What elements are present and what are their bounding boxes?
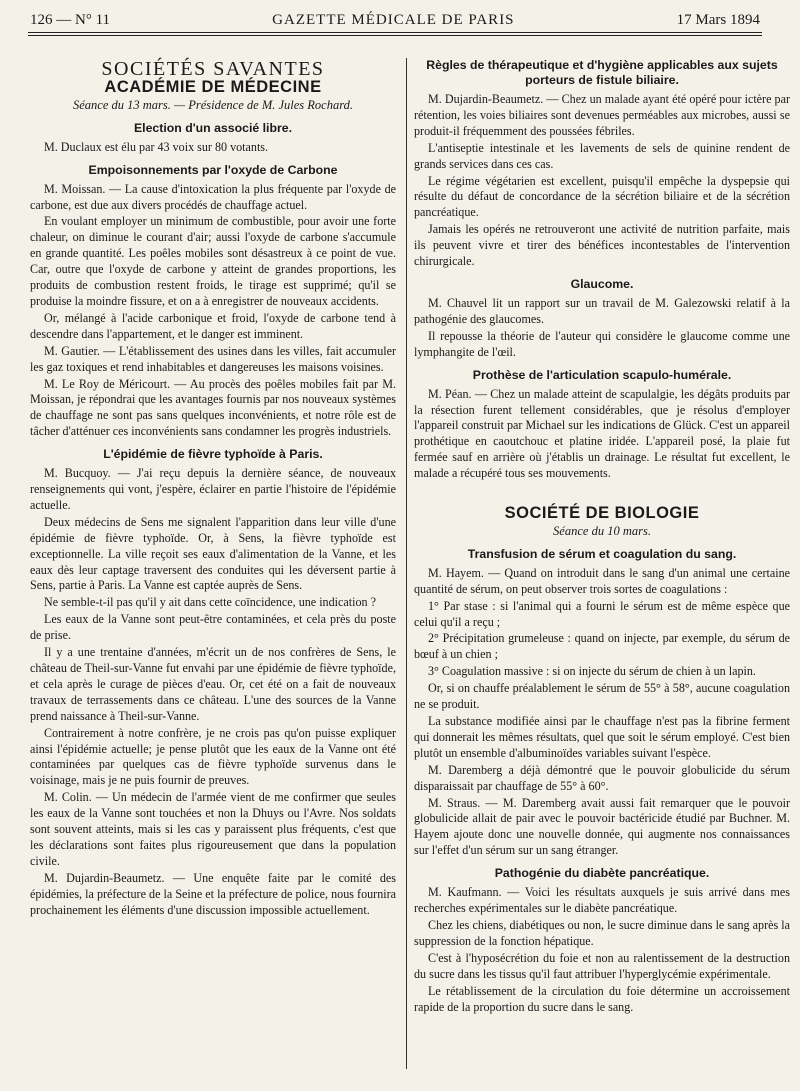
paragraph: 1° Par stase : si l'animal qui a fourni le sérum est de même espèce que celui qu'il a reçu ;: [414, 598, 790, 629]
paragraph: M. Duclaux est élu par 43 voix sur 80 votants.: [44, 139, 269, 154]
subheading: Empoisonnements par l'oxyde de Carbone: [88, 162, 338, 177]
header-rule: [28, 32, 762, 36]
paragraph: Il y a une trentaine d'années, m'écrit un de nos confrères de Sens, le château de Theil-sur-Vanne fut envahi par une épidémie de fièvre typhoïde, et cela après le curage de pièces d'eau. Or, cet été on a fait de nouveaux travaux de terrassements dans ce château. L'une des sources de la Vanne prend naissance à Theil-sur-Vanne.: [30, 645, 396, 723]
paragraph: Jamais les opérés ne retrouveront une activité de nutrition parfaite, mais ils peuvent vivre et tirer des bénéfices incontestables de l'intervention chirurgicale.: [414, 222, 790, 269]
paragraph: M. Péan. — Chez un malade atteint de scapulalgie, les dégâts produits par la résection furent tellement considérables, que je résolus d'employer l'appareil construit par Michael sur les indications de Glück. C'est un appareil prothétique en caoutchouc et platine iridée. L'appareil posé, la plaie fut fermée sauf en arrière où j'établis un drainage. Le résultat fut excellent, le malade a récupéré tous ses mouvements.: [414, 386, 790, 481]
paragraph: 2° Précipitation grumeleuse : quand on injecte, par exemple, du sérum de bœuf à un chien ;: [414, 631, 790, 662]
paragraph: Or, mélangé à l'acide carbonique et froid, l'oxyde de carbone tend à descendre dans l'appartement, et le danger est imminent.: [30, 310, 396, 341]
paragraph: Le régime végétarien est excellent, puisqu'il empêche la dyspepsie qui résulte du défaut de concordance de la sécrétion biliaire et de la sécrétion pancréatique.: [414, 173, 790, 220]
paragraph: M. Moissan. — La cause d'intoxication la plus fréquente par l'oxyde de carbone, est due aux divers procédés de chauffage actuel.: [30, 181, 396, 212]
subheading: Transfusion de sérum et coagulation du sang.: [467, 546, 737, 561]
subheading: Pathogénie du diabète pancréatique.: [494, 866, 710, 881]
paragraph: Or, si on chauffe préalablement le sérum de 55° à 58°, aucune coagulation ne se produit.: [414, 681, 790, 712]
journal-title: GAZETTE MÉDICALE DE PARIS: [272, 11, 515, 28]
subheading: Election d'un associé libre.: [133, 120, 293, 135]
subheading: Glaucome.: [570, 276, 634, 291]
paragraph: C'est à l'hyposécrétion du foie et non au ralentissement de la destruction du sucre dans les tissus qu'il faut attribuer l'hyperglycémie expérimentale.: [414, 950, 790, 981]
page-number: 126 — N° 11: [30, 11, 111, 28]
paragraph: M. Bucquoy. — J'ai reçu depuis la dernière séance, de nouveaux renseignements qui vont, j'espère, éclairer en partie l'histoire de l'épidémie actuelle.: [30, 466, 396, 512]
running-head: [30, 8, 760, 32]
paragraph: M. Kaufmann. — Voici les résultats auxquels je suis arrivé dans mes recherches expérimentales sur le diabète pancréatique.: [414, 885, 790, 916]
paragraph: Ne semble-t-il pas qu'il y ait dans cette coïncidence, une indication ?: [44, 595, 376, 610]
paragraph: Les eaux de la Vanne sont peut-être contaminées, et cela près du poste de prise.: [30, 612, 396, 643]
paragraph: La substance modifiée ainsi par le chauffage n'est pas la fibrine ferment qui donnerait les mêmes résultats, quel que soit le sérum employé. C'est bien plutôt un ensemble d'albuminoïdes variables suivant l'espèce.: [414, 714, 790, 760]
paragraph: M. Colin. — Un médecin de l'armée vient de me confirmer que seules les eaux de la Vanne sont touchées et non la Dhuys ou l'Avre. Nos soldats sont souvent atteints, mais si les cas y paraissent plus fréquents, c'est que les déclarations sont faites plus rigoureusement que dans la population civile.: [30, 790, 396, 868]
paragraph: M. Daremberg a déjà démontré que le pouvoir globulicide du sérum disparaissait par chauffage de 55° à 60°.: [414, 762, 790, 793]
society-title: SOCIÉTÉ DE BIOLOGIE: [504, 504, 700, 523]
paragraph: M. Le Roy de Méricourt. — Au procès des poêles mobiles fait par M. Moissan, je répondrai que les avantages fournis par nos nouveaux systèmes de chauffage ne sont pas sans quelques inconvénients, et notre rôle est de tâcher d'atténuer ces inconvénients sans condamner les progrès industriels.: [30, 376, 396, 439]
right-column: [414, 58, 790, 1071]
section-title: SOCIÉTÉS SAVANTES: [101, 58, 325, 80]
paragraph: Il repousse la théorie de l'auteur qui considère le glaucome comme une lymphangite de l'œil.: [414, 328, 790, 359]
subheading: Règles de thérapeutique et d'hygiène applicables aux sujets porteurs de fistule biliaire.: [426, 58, 778, 87]
paragraph: En voulant employer un minimum de combustible, pour avoir une forte chaleur, on diminue le courant d'air; aussi l'oxyde de carbone s'accumule en grande quantité. Les poêles mobiles sont désastreux à ce point de vue. Car, outre que l'oxyde de carbone y atteint de grandes proportions, les produits de combustion restent froids, le tirage est supprimé; qu'il se produise la moindre fissure, et on a à enregistrer de nouveaux accidents.: [30, 214, 396, 308]
seance-line: Séance du 13 mars. — Présidence de M. Jules Rochard.: [72, 97, 354, 112]
academy-title: ACADÉMIE DE MÉDECINE: [104, 77, 322, 96]
subheading: L'épidémie de fièvre typhoïde à Paris.: [103, 447, 323, 462]
paragraph: L'antiseptie intestinale et les lavements de sels de quinine rendent de grands services dans ces cas.: [414, 140, 790, 171]
paragraph: M. Hayem. — Quand on introduit dans le sang d'un animal une certaine quantité de sérum, on peut observer trois sortes de coagulations :: [414, 565, 790, 596]
paragraph: 3° Coagulation massive : si on injecte du sérum de chien à un lapin.: [428, 664, 756, 679]
column-divider: [406, 58, 407, 1069]
paragraph: M. Gautier. — L'établissement des usines dans les villes, fait accumuler les gaz toxiques et rend inhabitables et dangereuses les maisons voisines.: [30, 343, 396, 374]
paragraph: M. Straus. — M. Daremberg avait aussi fait remarquer que le pouvoir globulicide allait de pair avec le pouvoir bactéricide étudié par Buchner. M. Hayem ajoute donc une nouvelle donnée, qui augmente nos connaissances sur l'effet d'un sérum sur un sang étranger.: [414, 795, 790, 858]
paragraph: Contrairement à notre confrère, je ne crois pas qu'on puisse expliquer ainsi l'épidémie actuelle; je pense plutôt que les eaux de la Vanne ont été contaminées par quelques cas de fièvre typhoïde survenus dans le voisinage, mais je ne puis fournir de preuves.: [30, 725, 396, 788]
paragraph: Le rétablissement de la circulation du foie détermine un accroissement rapide de la proportion du sucre dans le sang.: [414, 983, 790, 1014]
left-column: [30, 56, 396, 1071]
seance-line: Séance du 10 mars.: [553, 523, 651, 538]
paragraph: M. Dujardin-Beaumetz. — Une enquête faite par le comité des épidémies, la préfecture de la Seine et la préfecture de police, nous fournira prochainement les éléments d'une discussion impossible actuellement.: [30, 870, 396, 917]
paragraph: M. Dujardin-Beaumetz. — Chez un malade ayant été opéré pour ictère par rétention, les voies biliaires sont devenues perméables aux microbes, aussi se produit-il fréquemment des poussées fébriles.: [414, 92, 790, 138]
issue-date: 17 Mars 1894: [676, 11, 760, 28]
subheading: Prothèse de l'articulation scapulo-humérale.: [472, 367, 732, 382]
paragraph: M. Chauvel lit un rapport sur un travail de M. Galezowski relatif à la pathogénie des glaucomes.: [414, 295, 790, 326]
paragraph: Chez les chiens, diabétiques ou non, le sucre diminue dans le sang après la suppression de la fonction hépatique.: [414, 917, 790, 948]
paragraph: Deux médecins de Sens me signalent l'apparition dans leur ville d'une épidémie de fièvre typhoïde. Or, à Sens, la fièvre typhoïde est exceptionnelle. La ville reçoit ses eaux d'alimentation de la Vanne, et les eaux dès leur captage traversent des conduites qui les déversent partie à Sens, partie à Paris. La Vanne est captée auprès de Sens.: [30, 514, 396, 593]
